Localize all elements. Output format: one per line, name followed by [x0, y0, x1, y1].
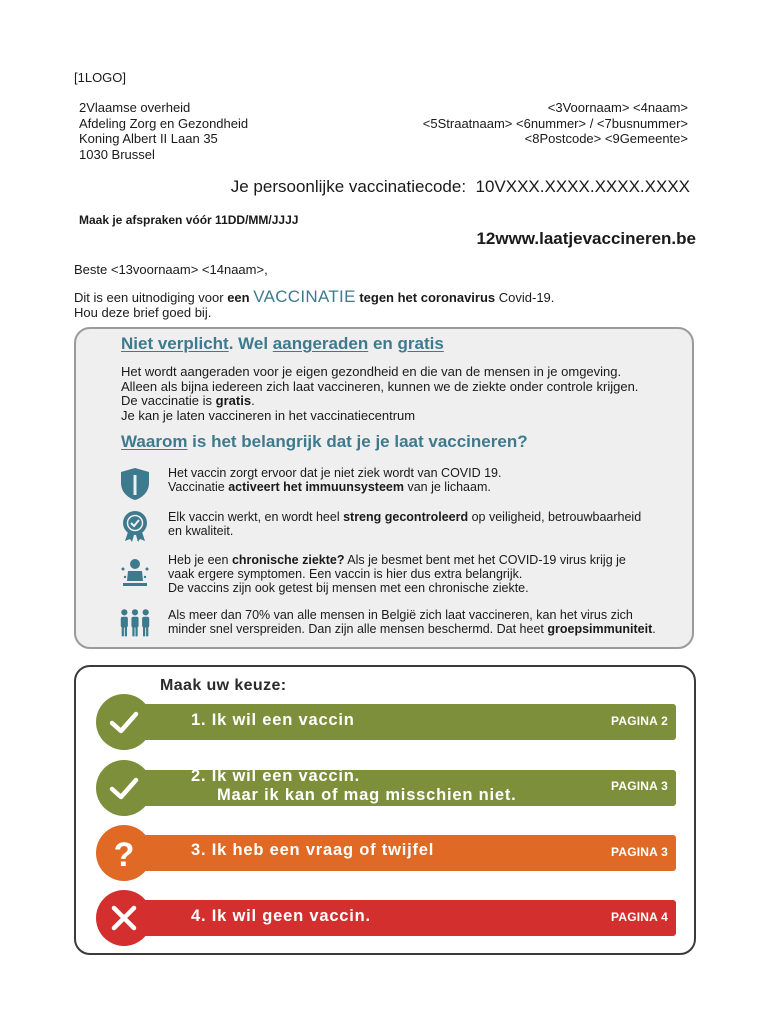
- heading-why: [121, 432, 528, 452]
- reason-bold: streng gecontroleerd: [343, 510, 469, 524]
- sender-line: Afdeling Zorg en Gezondheid: [79, 115, 249, 131]
- intro-vaccinatie: VACCINATIE: [253, 287, 356, 306]
- sender-line: 1030 Brussel: [79, 146, 155, 162]
- para-l3b: gratis: [215, 393, 252, 409]
- quality-seal-icon: [119, 509, 151, 543]
- option-question-doubt[interactable]: [96, 825, 678, 881]
- reason-text: .: [652, 622, 656, 637]
- reason-line: Het vaccin zorgt ervoor dat je niet ziek wordt van COVID 19.: [168, 466, 502, 480]
- vaccination-code: Je persoonlijke vaccinatiecode: 10VXXX.XXXX.XXXX.XXXX: [230, 177, 690, 196]
- heading1-b: . Wel: [228, 334, 273, 353]
- logo-placeholder: [1LOGO]: [74, 70, 127, 85]
- option-label: [191, 767, 517, 805]
- recipient-line: <5Straatnaam> <6nummer> / <7busnummer>: [422, 115, 688, 131]
- check-icon: [108, 770, 140, 806]
- reason-text: Elk vaccin werkt, en wordt heel: [168, 510, 344, 524]
- intro-line2: Hou deze brief goed bij.: [74, 305, 212, 320]
- option-page: PAGINA 4: [611, 910, 668, 924]
- option-page: PAGINA 3: [611, 845, 668, 859]
- intro-pre: Dit is een uitnodiging voor: [74, 290, 228, 305]
- choice-panel: [74, 665, 696, 955]
- option-label: 1. Ik wil een vaccin: [191, 711, 355, 729]
- reason-text: van je lichaam.: [403, 480, 491, 495]
- reason-bold: chronische ziekte?: [231, 553, 345, 567]
- recipient-line: <8Postcode> <9Gemeente>: [524, 131, 688, 147]
- intro-covid: Covid-19.: [495, 290, 555, 305]
- reason-text: minder snel verspreiden. Dan zijn alle mensen beschermd. Dat heet: [168, 622, 548, 637]
- reason-line: en kwaliteit.: [168, 524, 234, 539]
- option-want-vaccine[interactable]: [96, 694, 678, 750]
- sender-address: [79, 100, 248, 162]
- reason-bold: activeert het immuunsysteem: [228, 480, 404, 495]
- option-page: PAGINA 2: [611, 714, 668, 728]
- reason-item: [168, 466, 698, 494]
- patient-icon: [119, 557, 151, 591]
- option-label: 4. Ik wil geen vaccin.: [191, 907, 371, 925]
- reason-line: De vaccins zijn ook getest bij mensen met een chronische ziekte.: [168, 581, 529, 596]
- para-line: Alleen als bijna iedereen zich laat vaccineren, kunnen we de ziekte onder controle krijgen.: [121, 378, 639, 394]
- cross-icon: [108, 900, 140, 936]
- para-line: Je kan je laten vaccineren in het vaccinatiecentrum: [121, 407, 416, 423]
- intro-text: [74, 289, 554, 320]
- recipient-line: <3Voornaam> <4naam>: [547, 100, 688, 115]
- appointment-deadline: Maak je afspraken vóór 11DD/MM/JJJJ: [79, 213, 299, 227]
- reason-text: Als je besmet bent met het COVID-19 virus krijg je: [344, 553, 626, 567]
- info-paragraph: [121, 365, 691, 423]
- recipient-address: [423, 100, 688, 147]
- option-label: 3. Ik heb een vraag of twijfel: [191, 841, 435, 859]
- heading1-e: gratis: [397, 334, 444, 353]
- salutation: Beste <13voornaam> <14naam>,: [74, 262, 268, 277]
- heading-not-mandatory: [121, 334, 444, 354]
- option-want-vaccine-maybe-not[interactable]: [96, 760, 678, 816]
- option-label-line1: 2. Ik wil een vaccin.: [191, 767, 361, 785]
- para-l3c: .: [251, 393, 255, 409]
- reason-line: Als meer dan 70% van alle mensen in België zich laat vaccineren, kan het virus zich: [168, 608, 633, 622]
- option-no-vaccine[interactable]: [96, 890, 678, 946]
- group-icon: [119, 606, 151, 640]
- para-l3a: De vaccinatie is: [121, 393, 216, 409]
- question-icon: [108, 835, 140, 871]
- reason-text: Heb je een: [168, 553, 232, 567]
- choice-title: Maak uw keuze:: [160, 677, 287, 694]
- para-line: [121, 394, 691, 409]
- reason-item: [168, 608, 728, 636]
- intro-tegen: tegen het coronavirus: [355, 290, 496, 305]
- heading2-a: Waarom: [121, 432, 188, 451]
- heading2-b: is het belangrijk dat je je laat vaccineren?: [187, 432, 528, 451]
- intro-een: een: [227, 290, 254, 305]
- sender-line: Koning Albert II Laan 35: [79, 131, 218, 147]
- check-icon: [108, 704, 140, 740]
- svg-text:?: ?: [113, 836, 135, 871]
- para-line: Het wordt aangeraden voor je eigen gezondheid en die van de mensen in je omgeving.: [121, 364, 622, 379]
- shield-icon: [119, 467, 151, 501]
- reason-item: [168, 510, 698, 538]
- reason-bold: groepsimmuniteit: [547, 622, 653, 637]
- option-label-line2: Maar ik kan of mag misschien niet.: [217, 786, 517, 804]
- option-page: PAGINA 3: [611, 779, 668, 793]
- reason-line: vaak ergere symptomen. Een vaccin is hier dus extra belangrijk.: [168, 567, 523, 582]
- reason-text: Vaccinatie: [168, 480, 229, 495]
- info-panel: [74, 327, 694, 649]
- heading1-c: aangeraden: [272, 334, 369, 353]
- website-link[interactable]: 12www.laatjevaccineren.be: [476, 229, 696, 248]
- reason-item: [168, 553, 698, 596]
- reason-text: op veiligheid, betrouwbaarheid: [468, 510, 642, 524]
- heading1-a: Niet verplicht: [121, 334, 229, 353]
- heading1-d: en: [368, 334, 398, 353]
- sender-line: 2Vlaamse overheid: [79, 100, 191, 115]
